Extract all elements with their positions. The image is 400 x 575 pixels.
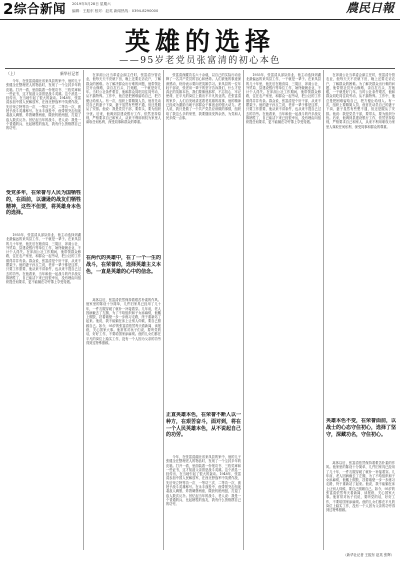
article-byline: （新华社记者 王振东 赵英 张辉） bbox=[343, 553, 394, 557]
article-column-5a: 在卯洞公社当革委会副主任时，张富清分管农业，他每天天不亮就下田，晚上还要走访农户，了解群众的困难。为了解决群众出行难的问题，他带领社员开山修路，亲自扛石头、打炮眼，一干就是好几年。当时公社条件艰苦，他和群众同吃同住同劳动，从不搞特殊。工作中，他总是把困难留给自己，把方便让给别人。有一次，组织上要精简人员，他首先动员自己的妻子下岗，妻子虽然有些想不通，但还是服从了安排。他说：我是党员干部，要带头，要为组织分忧。后来，他调到县建设银行工作，依然坚持原则，严格要求自己和家人，从来不利用职权为家里人谋取任何私利，深受同事和群众的尊重。 bbox=[326, 73, 395, 129]
column-separator bbox=[83, 70, 84, 550]
article-column-1b: 1955年，张富清从部队转业，他主动选择到湖北最偏远的来凤县工作，一干就是一辈子。在来凤县的几十年里，他先后在粮食局、三胡区、卯洞公社、外贸局、县建设银行等单位工作，始终兢兢业业，不计个人得失。在卯洞公社工作期间，他带领群众修路，住在农户家里，和群众一起劳动，把公社的工作做得井井有条。群众说，张富清是个好干部，从来不摆架子。他的妻子孙玉兰说，老伴一辈子都是这样，只要工作需要，他从来不讲条件，也从来不提自己过去的功劳。在他看来，当年和他一起战斗的许多战友都牺牲了，自己能活下来已经很幸运，没有理由向组织提任何要求，更不能躺在功劳簿上享受待遇。 bbox=[6, 233, 81, 285]
section-title: 综合新闻 bbox=[14, 1, 67, 16]
article-column-2a: 在卯洞公社当革委会副主任时，张富清分管农业，他每天天不亮就下田，晚上还要走访农户，了解群众的困难。为了解决群众出行难的问题，他带领社员开山修路，亲自扛石头、打炮眼，一干就是好几年。当时公社条件艰苦，他和群众同吃同住同劳动，从不搞特殊。工作中，他总是把困难留给自己，把方便让给别人。有一次，组织上要精简人员，他首先动员自己的妻子下岗，妻子虽然有些想不通，但还是服从了安排。他说：我是党员干部，要带头，要为组织分忧。后来，他调到县建设银行工作，依然坚持原则，严格要求自己和家人，从来不利用职权为家里人谋取任何私利，深受同事和群众的尊重。 bbox=[86, 73, 161, 125]
issue-date-line: 2019年5月28日 星期六 bbox=[72, 2, 111, 6]
article-column-5b: 离休以后，张富清依然保持着艰苦朴素的作风。他家里的陈设十分简单，几件旧家具已经用了几十年，一件衣服穿破了就补一补接着穿。几年前，老人因病截去了左腿，为了不给组织和子女添麻烦，他戴上假肢，扶着墙壁一步一步练习走路，终于重新站了起来。他说，我不能躺在床上让别人伺候，要自己照顾自己。如今，95岁的张富清依然每天看新闻、读报纸，关心国家大事。他常常对孩子们说，要听党的话，好好工作，不要给国家添麻烦。他的儿女们都在平凡的岗位上踏实工作，没有一个人因为父亲的功劳得到过特殊照顾。 bbox=[326, 461, 395, 513]
pull-quote-1: 受党多年，在荣誉与人民为国牺牲的，在面前，以谦逊的战友们牺牲精神，这些不但要，将英雄身本色的选择。 bbox=[6, 190, 82, 217]
dateline-left: （上） bbox=[6, 71, 18, 76]
column-separator bbox=[243, 70, 244, 550]
column-separator bbox=[163, 70, 164, 550]
pull-quote-4: 英雄本色不变，在荣誉面前，以战士的心态守住初心，选择了坚守，深藏功名，守住初心。 bbox=[326, 418, 396, 438]
dateline-right: 新华社记者 bbox=[60, 71, 79, 76]
editor-line: 编辑：王振东 校对：赵英 新闻热线：0394-8290000 bbox=[72, 9, 159, 13]
header-rule bbox=[5, 68, 395, 69]
article-column-1a: 今年，在张富清湖北省来凤县的家中，他的儿子张健全在整理老人的物品时，发现了一个尘封多年的皮箱。打开一看，里面装着一份报功书、三枚奖章和一些证书，这才知道父亲曾是战斗英雄。这个消息一经传出，在当地引起了很大的轰动。1948年，张富清参加中国人民解放军，在西北野战军中英勇作战，先后荣立特等功一次、一等功三次、二等功一次，被授予战斗英雄称号。在永丰战役中，他带领突击组夜袭敌人碉堡，炸毁碉堡两座，缴获机枪两挺，打退了敌人数次反扑。回忆起当年的战斗，老人说：我是一个普通的兵，比起牺牲的战友，我有什么资格摆自己的功劳。 bbox=[6, 79, 81, 131]
article-column-3a: 张富清深藏功名六十余载，以自己的实际行动诠释了一名共产党员的初心和使命。人们被他的事迹深深感动，纷纷表示要向老英雄学习。来凤县的一位年轻干部说，张老用一辈子的坚守告诉我们，什么才是真正的英雄本色，我们要像他那样，不忘初心、牢记使命，在平凡的岗位上做出不平凡的业绩。在张富清的家乡，人们自发地讲述着老英雄的故事，他的精神已经成为激励当地干部群众干事创业的强大动力。老人说，我只是做了一个共产党员应该做的事情，组织给了我这么多的荣誉，我要继续发挥余热，为党和人民多做一点事。 bbox=[166, 73, 241, 120]
article-column-4: 1955年，张富清从部队转业，他主动选择到湖北最偏远的来凤县工作，一干就是一辈子。在来凤县的几十年里，他先后在粮食局、三胡区、卯洞公社、外贸局、县建设银行等单位工作，始终兢兢业业，不计个人得失。在卯洞公社工作期间，他带领群众修路，住在农户家里，和群众一起劳动，把公社的工作做得井井有条。群众说，张富清是个好干部，从来不摆架子。他的妻子孙玉兰说，老伴一辈子都是这样，只要工作需要，他从来不讲条件，也从来不提自己过去的功劳。在他看来，当年和他一起战斗的许多战友都牺牲了，自己能活下来已经很幸运，没有理由向组织提任何要求，更不能躺在功劳簿上享受待遇。 bbox=[246, 73, 321, 125]
article-column-3b: 今年，在张富清湖北省来凤县的家中，他的儿子张健全在整理老人的物品时，发现了一个尘封多年的皮箱。打开一看，里面装着一份报功书、三枚奖章和一些证书，这才知道父亲曾是战斗英雄。这个消息一经传出，在当地引起了很大的轰动。1948年，张富清参加中国人民解放军，在西北野战军中英勇作战，先后荣立特等功一次、一等功三次、二等功一次，被授予战斗英雄称号。在永丰战役中，他带领突击组夜袭敌人碉堡，炸毁碉堡两座，缴获机枪两挺，打退了敌人数次反扑。回忆起当年的战斗，老人说：我是一个普通的兵，比起牺牲的战友，我有什么资格摆自己的功劳。 bbox=[166, 455, 241, 507]
article-subhead: ——95岁老党员张富清的初心本色 bbox=[119, 56, 281, 66]
masthead bbox=[0, 0, 400, 20]
column-separator bbox=[323, 70, 324, 550]
pull-quote-3: 正直英雄本色，在荣誉不断人以一种方，在艰苦奋斗，面对到，将在一个人民英雄本色，从不说起自己的功劳。 bbox=[166, 412, 242, 439]
page-number: 2 bbox=[3, 0, 14, 18]
article-column-2b: 离休以后，张富清依然保持着艰苦朴素的作风。他家里的陈设十分简单，几件旧家具已经用了几十年，一件衣服穿破了就补一补接着穿。几年前，老人因病截去了左腿，为了不给组织和子女添麻烦，他戴上假肢，扶着墙壁一步一步练习走路，终于重新站了起来。他说，我不能躺在床上让别人伺候，要自己照顾自己。如今，95岁的张富清依然每天看新闻、读报纸，关心国家大事。他常常对孩子们说，要听党的话，好好工作，不要给国家添麻烦。他的儿女们都在平凡的岗位上踏实工作，没有一个人因为父亲的功劳得到过特殊照顾。 bbox=[86, 298, 161, 345]
article-headline: 英雄的选择 bbox=[124, 27, 275, 56]
newspaper-name: 農民日報 bbox=[345, 1, 394, 15]
pull-quote-2: 在两代的英雄中，在了一个一生的战斗，在荣誉的，选择英雄主义本色，一直是英雄的心中的信念。 bbox=[86, 255, 162, 275]
